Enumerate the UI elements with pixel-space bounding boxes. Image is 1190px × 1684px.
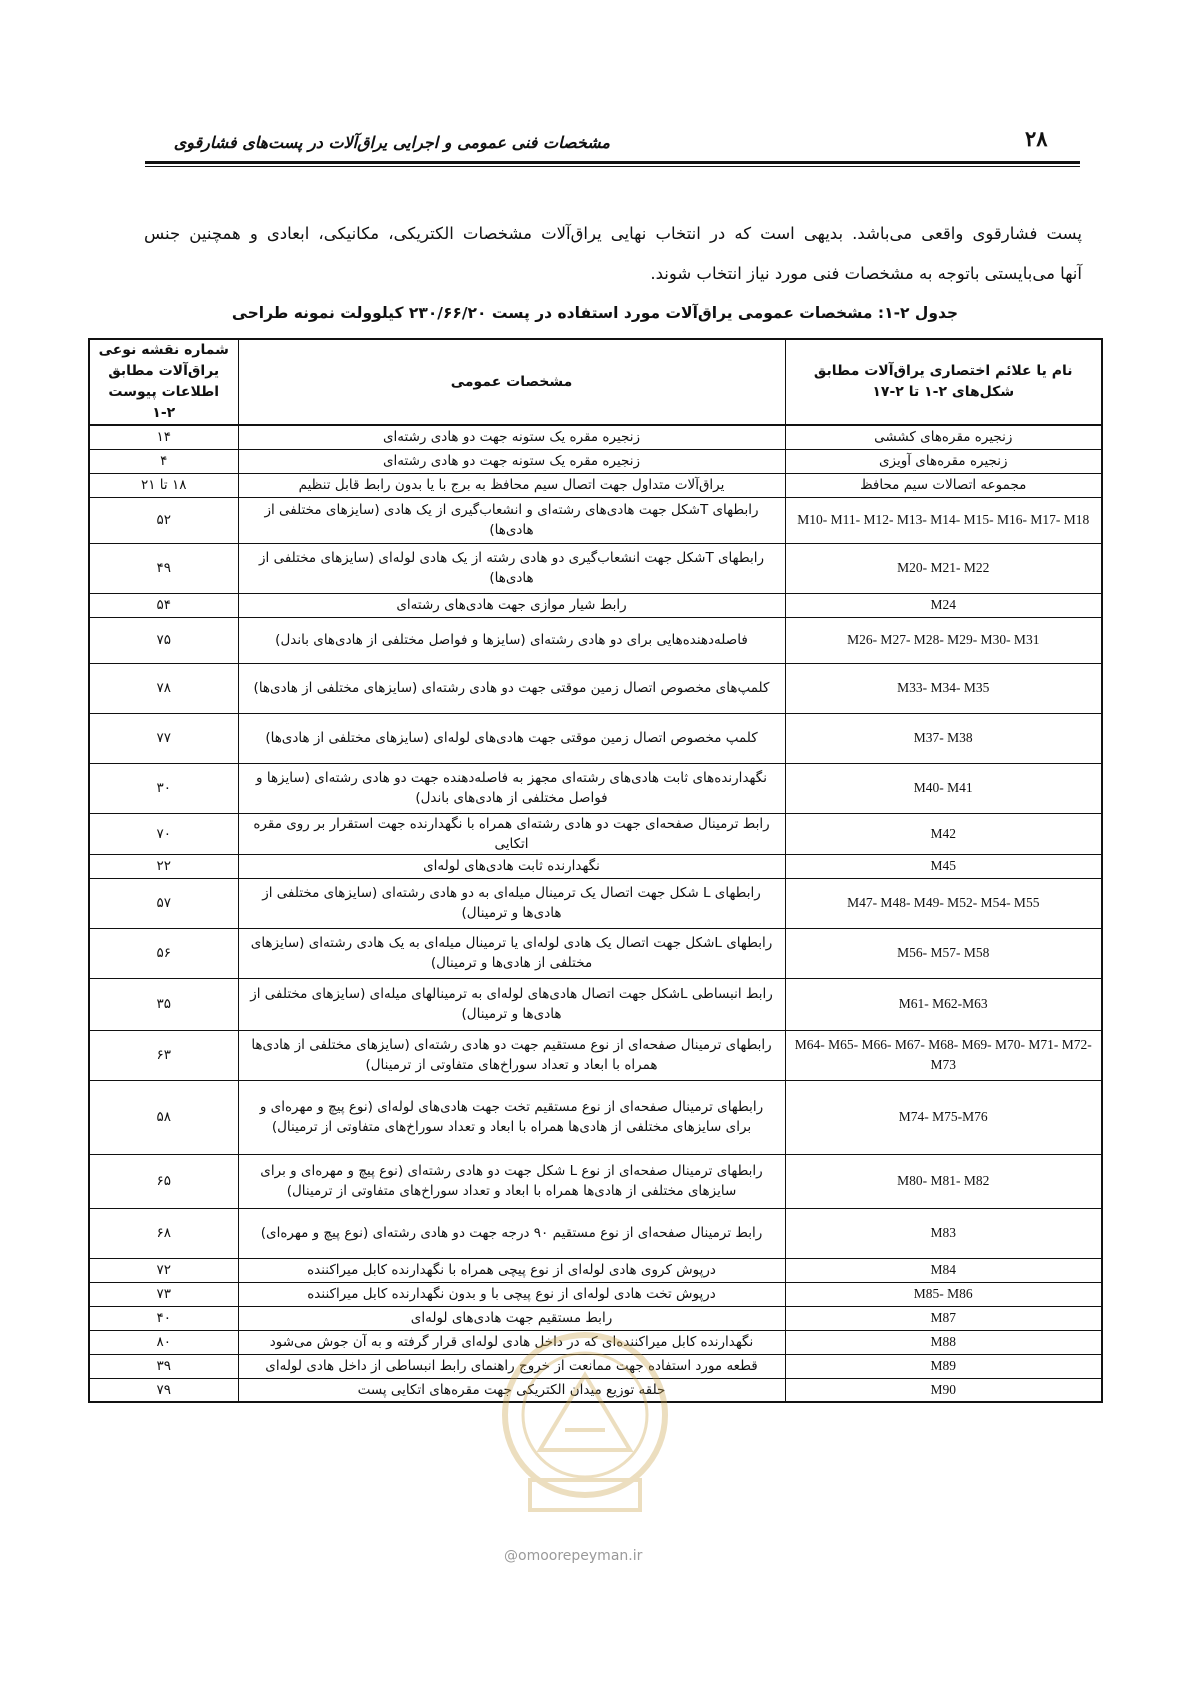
table-row <box>89 473 1102 497</box>
cell-spec: رابط شیار موازی جهت هادی‌های رشته‌ای <box>238 593 785 617</box>
cell-spec: نگهدارنده ثابت هادی‌های لوله‌ای <box>238 854 785 878</box>
cell-drawing-number: ۴۰ <box>89 1306 238 1330</box>
cell-spec: رابط مستقیم جهت هادی‌های لوله‌ای <box>238 1306 785 1330</box>
table-row <box>89 497 1102 543</box>
cell-name: زنجیره مقره‌های کششی <box>785 425 1102 449</box>
cell-spec: رابطهای ترمینال صفحه‌ای از نوع مستقیم تخت جهت هادی‌های لوله‌ای (نوع پیچ و مهره‌ای و برای سایزهای مختلفی از هادی‌ها همراه با ابعاد و تعداد سوراخ‌های متفاوتی از ترمینال) <box>238 1080 785 1154</box>
cell-drawing-number: ۸۰ <box>89 1330 238 1354</box>
cell-spec: رابطهای ترمینال صفحه‌ای از نوع مستقیم جهت دو هادی رشته‌ای (سایزهای مختلفی از هادی‌ها همراه با ابعاد و تعداد سوراخ‌های متفاوتی از ترمینال) <box>238 1030 785 1080</box>
cell-drawing-number: ۶۸ <box>89 1208 238 1258</box>
cell-name: M83 <box>785 1208 1102 1258</box>
cell-name: M89 <box>785 1354 1102 1378</box>
table-row <box>89 1258 1102 1282</box>
table-row <box>89 978 1102 1030</box>
cell-name: M74- M75-M76 <box>785 1080 1102 1154</box>
cell-name: M26- M27- M28- M29- M30- M31 <box>785 617 1102 663</box>
cell-spec: کلمپ‌های مخصوص اتصال زمین موقتی جهت دو هادی رشته‌ای (سایزهای مختلفی از هادی‌ها) <box>238 663 785 713</box>
cell-drawing-number: ۵۷ <box>89 878 238 928</box>
fittings-spec-table <box>88 338 1103 1403</box>
cell-name: M10- M11- M12- M13- M14- M15- M16- M17- M18 <box>785 497 1102 543</box>
table-row <box>89 1080 1102 1154</box>
table-row <box>89 928 1102 978</box>
cell-name: M80- M81- M82 <box>785 1154 1102 1208</box>
cell-drawing-number: ۵۲ <box>89 497 238 543</box>
cell-name: M87 <box>785 1306 1102 1330</box>
cell-spec: فاصله‌دهنده‌هایی برای دو هادی رشته‌ای (سایزها و فواصل مختلفی از هادی‌های باندل) <box>238 617 785 663</box>
cell-name: M84 <box>785 1258 1102 1282</box>
cell-name: زنجیره مقره‌های آویزی <box>785 449 1102 473</box>
cell-spec: رابطهای L شکل جهت اتصال یک ترمینال میله‌ای به دو هادی رشته‌ای (سایزهای مختلفی از هادی‌ها و ترمینال) <box>238 878 785 928</box>
cell-spec: رابطهای Tشکل جهت انشعاب‌گیری دو هادی رشته از یک هادی لوله‌ای (سایزهای مختلفی از هادی‌ها) <box>238 543 785 593</box>
cell-drawing-number: ۷۰ <box>89 813 238 854</box>
table-row <box>89 1282 1102 1306</box>
cell-drawing-number: ۵۸ <box>89 1080 238 1154</box>
table-row <box>89 617 1102 663</box>
cell-spec: زنجیره مقره یک ستونه جهت دو هادی رشته‌ای <box>238 449 785 473</box>
table-row <box>89 813 1102 854</box>
cell-name: M90 <box>785 1378 1102 1402</box>
cell-spec: رابط انبساطی Lشکل جهت اتصال هادی‌های لوله‌ای به ترمینالهای میله‌ای (سایزهای مختلفی از هادی‌ها و ترمینال) <box>238 978 785 1030</box>
cell-name: M61- M62-M63 <box>785 978 1102 1030</box>
cell-name: M33- M34- M35 <box>785 663 1102 713</box>
header-rule-thick <box>145 161 1080 164</box>
cell-spec: درپوش تخت هادی لوله‌ای از نوع پیچی با و بدون نگهدارنده کابل میراکننده <box>238 1282 785 1306</box>
header-drawing: شماره نقشه نوعی یراق‌آلات مطابق اطلاعات پیوست ۲-۱ <box>89 339 238 425</box>
watermark-site: @omoorepeyman.ir <box>504 1548 643 1564</box>
header-rule-thin <box>145 166 1080 167</box>
cell-name: M40- M41 <box>785 763 1102 813</box>
cell-drawing-number: ۶۵ <box>89 1154 238 1208</box>
cell-drawing-number: ۴۹ <box>89 543 238 593</box>
table-body <box>89 425 1102 1402</box>
table-row <box>89 1154 1102 1208</box>
cell-spec: یراق‌آلات متداول جهت اتصال سیم محافظ به برج با یا بدون رابط قابل تنظیم <box>238 473 785 497</box>
cell-name: M88 <box>785 1330 1102 1354</box>
cell-name: M24 <box>785 593 1102 617</box>
table-row <box>89 425 1102 449</box>
watermark-seal <box>495 1330 675 1520</box>
table-row <box>89 663 1102 713</box>
cell-spec: رابط ترمینال صفحه‌ای از نوع مستقیم ۹۰ درجه جهت دو هادی رشته‌ای (نوع پیچ و مهره‌ای) <box>238 1208 785 1258</box>
cell-drawing-number: ۱۴ <box>89 425 238 449</box>
seal-icon <box>495 1330 675 1520</box>
table-row <box>89 543 1102 593</box>
cell-spec: رابطهای ترمینال صفحه‌ای از نوع L شکل جهت دو هادی رشته‌ای (نوع پیچ و مهره‌ای و برای سایزهای مختلفی از هادی‌ها همراه با ابعاد و تعداد سوراخ‌های متفاوتی از ترمینال) <box>238 1154 785 1208</box>
table-row <box>89 593 1102 617</box>
cell-name: M42 <box>785 813 1102 854</box>
cell-spec: رابطهای Tشکل جهت هادی‌های رشته‌ای و انشعاب‌گیری از یک هادی (سایزهای مختلفی از هادی‌ها) <box>238 497 785 543</box>
table-caption: جدول ۲-۱: مشخصات عمومی یراق‌آلات مورد استفاده در پست ۲۳۰/۶۶/۲۰ کیلوولت نمونه طراحی <box>231 304 959 322</box>
cell-drawing-number: ۶۳ <box>89 1030 238 1080</box>
cell-spec: کلمپ مخصوص اتصال زمین موقتی جهت هادی‌های لوله‌ای (سایزهای مختلفی از هادی‌ها) <box>238 713 785 763</box>
cell-drawing-number: ۴ <box>89 449 238 473</box>
cell-drawing-number: ۷۲ <box>89 1258 238 1282</box>
cell-spec: درپوش کروی هادی لوله‌ای از نوع پیچی همراه با نگهدارنده کابل میراکننده <box>238 1258 785 1282</box>
cell-name: M64- M65- M66- M67- M68- M69- M70- M71- M72- M73 <box>785 1030 1102 1080</box>
page-number: ۲۸ <box>1025 126 1048 151</box>
cell-drawing-number: ۵۶ <box>89 928 238 978</box>
table-row <box>89 449 1102 473</box>
cell-drawing-number: ۳۵ <box>89 978 238 1030</box>
header-name: نام یا علائم اختصاری یراق‌آلات مطابق شکل‌های ۲-۱ تا ۲-۱۷ <box>785 339 1102 425</box>
cell-drawing-number: ۳۹ <box>89 1354 238 1378</box>
cell-spec: رابط ترمینال صفحه‌ای جهت دو هادی رشته‌ای همراه با نگهدارنده جهت استقرار بر روی مقره اتکایی <box>238 813 785 854</box>
table-row <box>89 1208 1102 1258</box>
table-row <box>89 854 1102 878</box>
cell-drawing-number: ۷۷ <box>89 713 238 763</box>
table-header-row <box>89 339 1102 425</box>
cell-name: M20- M21- M22 <box>785 543 1102 593</box>
table-row <box>89 1306 1102 1330</box>
cell-drawing-number: ۳۰ <box>89 763 238 813</box>
cell-drawing-number: ۷۳ <box>89 1282 238 1306</box>
cell-name: M56- M57- M58 <box>785 928 1102 978</box>
cell-name: M85- M86 <box>785 1282 1102 1306</box>
cell-spec: نگهدارنده‌های ثابت هادی‌های رشته‌ای مجهز به فاصله‌دهنده جهت دو هادی رشته‌ای (سایزها و فواصل مختلفی از هادی‌های باندل) <box>238 763 785 813</box>
cell-drawing-number: ۷۹ <box>89 1378 238 1402</box>
cell-spec: قطعه مورد استفاده جهت ممانعت از خروج راهنمای رابط انبساطی از داخل هادی لوله‌ای <box>238 1354 785 1378</box>
cell-name: M47- M48- M49- M52- M54- M55 <box>785 878 1102 928</box>
cell-name: M45 <box>785 854 1102 878</box>
cell-drawing-number: ۱۸ تا ۲۱ <box>89 473 238 497</box>
cell-drawing-number: ۷۸ <box>89 663 238 713</box>
intro-line-2: آنها می‌بایستی باتوجه به مشخصات فنی مورد نیاز انتخاب شوند. <box>650 264 1082 283</box>
header-title: مشخصات فنی عمومی و اجرایی یراق‌آلات در پست‌های فشارقوی <box>173 133 610 152</box>
cell-drawing-number: ۷۵ <box>89 617 238 663</box>
cell-spec: زنجیره مقره یک ستونه جهت دو هادی رشته‌ای <box>238 425 785 449</box>
intro-line-1: پست فشارقوی واقعی می‌باشد. بدیهی است که در انتخاب نهایی یراق‌آلات مشخصات الکتریکی، مکانیکی، ابعادی و همچنین جنس <box>144 224 1082 243</box>
cell-drawing-number: ۲۲ <box>89 854 238 878</box>
table-row <box>89 1030 1102 1080</box>
cell-name: M37- M38 <box>785 713 1102 763</box>
cell-spec: حلقه توزیع میدان الکتریکی جهت مقره‌های اتکایی پست <box>238 1378 785 1402</box>
intro-paragraph <box>144 214 1082 294</box>
table-row <box>89 763 1102 813</box>
table-row <box>89 878 1102 928</box>
cell-spec: رابطهای Lشکل جهت اتصال یک هادی لوله‌ای یا ترمینال میله‌ای به یک هادی رشته‌ای (سایزهای مختلفی از هادی‌ها و ترمینال) <box>238 928 785 978</box>
cell-name: مجموعه اتصالات سیم محافظ <box>785 473 1102 497</box>
table-row <box>89 713 1102 763</box>
header-spec: مشخصات عمومی <box>238 339 785 425</box>
cell-spec: نگهدارنده کابل میراکننده‌ای که در داخل هادی لوله‌ای قرار گرفته و به آن جوش می‌شود <box>238 1330 785 1354</box>
cell-drawing-number: ۵۴ <box>89 593 238 617</box>
